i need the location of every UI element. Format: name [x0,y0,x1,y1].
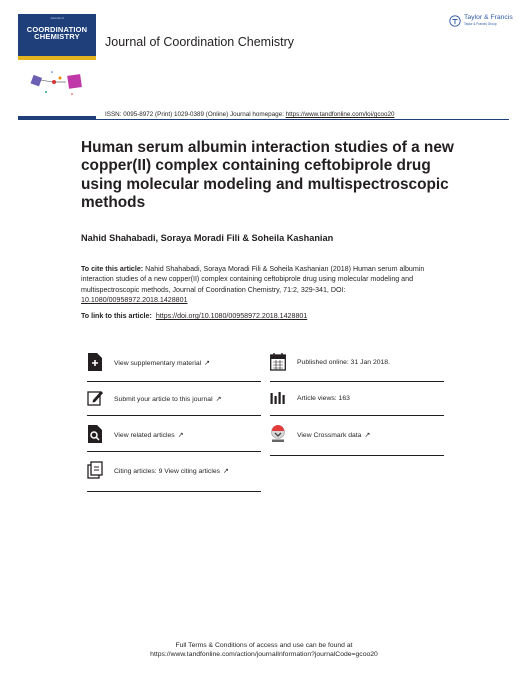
cover-artwork [18,60,96,116]
calendar-icon [270,353,286,371]
crossmark-label [297,431,370,439]
citation-text: Nahid Shahabadi, Soraya Moradi Fili & Soheila Kashanian (2018) Human serum albumin interaction studies of a new copper(II) complex containing ceftobiprole drug using molecular modeling and multispectroscopic methods, Journal of Coordination Chemistry, 71:2, 329-341, DOI: [81,265,425,294]
related-label [114,431,183,439]
footer-terms: Full Terms & Conditions of access and use can be found at [175,642,353,649]
document-search-icon [87,425,103,443]
divider [87,415,261,416]
external-link-icon: ↗ [364,432,371,439]
cover-banner [18,14,96,56]
submit-text: Submit your article to this journal [114,396,213,403]
article-authors: Nahid Shahabadi, Soraya Moradi Fili & Soheila Kashanian [81,233,334,243]
citing-articles-icon [87,461,103,479]
molecule-artwork-icon [18,60,96,116]
citing-label [114,467,229,475]
divider [270,381,444,382]
external-link-icon: ↗ [177,432,184,439]
article-views [270,389,445,411]
divider [87,451,261,452]
document-plus-icon [87,353,103,371]
header-divider [18,119,509,120]
views-label: Article views: 163 [297,395,350,402]
published-online [270,353,445,375]
citation-label: To cite this article: [81,265,144,273]
journal-title[interactable]: Journal of Coordination Chemistry [105,35,294,49]
citing-text: Citing articles: 9 View citing articles [114,468,221,475]
issn-line [105,111,394,118]
cover-small-text: Journal of [50,16,64,20]
divider [87,381,261,382]
citation-doi-link[interactable]: 10.1080/00958972.2018.1428801 [81,295,188,304]
divider [270,415,444,416]
bar-chart-icon [270,389,286,407]
supplementary-material-link[interactable] [87,353,262,375]
article-doi-link[interactable]: https://doi.org/10.1080/00958972.2018.1428801 [155,312,308,320]
cover-title-line2: CHEMISTRY [34,32,80,41]
cover-title [18,26,96,40]
external-link-icon: ↗ [215,396,222,403]
supplementary-label [114,359,210,367]
journal-cover-image [18,14,96,116]
cover-title-line1: COORDINATION [26,25,88,34]
publisher-logo-icon [449,15,461,27]
divider [270,455,444,456]
supplementary-text: View supplementary material [114,360,202,367]
related-text: View related articles [114,432,175,439]
crossmark-text: View Crossmark data [297,432,362,439]
external-link-icon: ↗ [223,468,229,475]
publisher-logo[interactable] [449,14,515,30]
journal-homepage-link[interactable]: https://www.tandfonline.com/loi/gcoo20 [285,111,395,118]
edit-pencil-icon [87,389,103,407]
related-articles-link[interactable] [87,425,262,447]
article-link-line [81,312,307,320]
citing-articles-link[interactable] [87,461,262,483]
published-label: Published online: 31 Jan 2018. [297,359,390,366]
external-link-icon: ↗ [204,360,210,367]
citation-block [81,264,451,305]
publisher-name: Taylor & Francis [464,14,513,21]
publisher-tagline: Taylor & Francis Group [464,22,497,26]
submit-label [114,395,221,403]
crossmark-icon [270,425,286,443]
divider [87,491,261,492]
submit-article-link[interactable] [87,389,262,411]
article-title: Human serum albumin interaction studies of a new copper(II) complex containing ceftobiprole drug using molecular modeling and multispectroscopic methods [81,139,454,212]
link-label: To link to this article: [81,312,152,320]
issn-text: ISSN: 0095-8972 (Print) 1029-0389 (Online) Journal homepage: [105,111,286,118]
footer-terms-link[interactable]: https://www.tandfonline.com/action/journalInformation?journalCode=gcoo20 [150,651,378,658]
crossmark-link[interactable] [270,425,445,447]
